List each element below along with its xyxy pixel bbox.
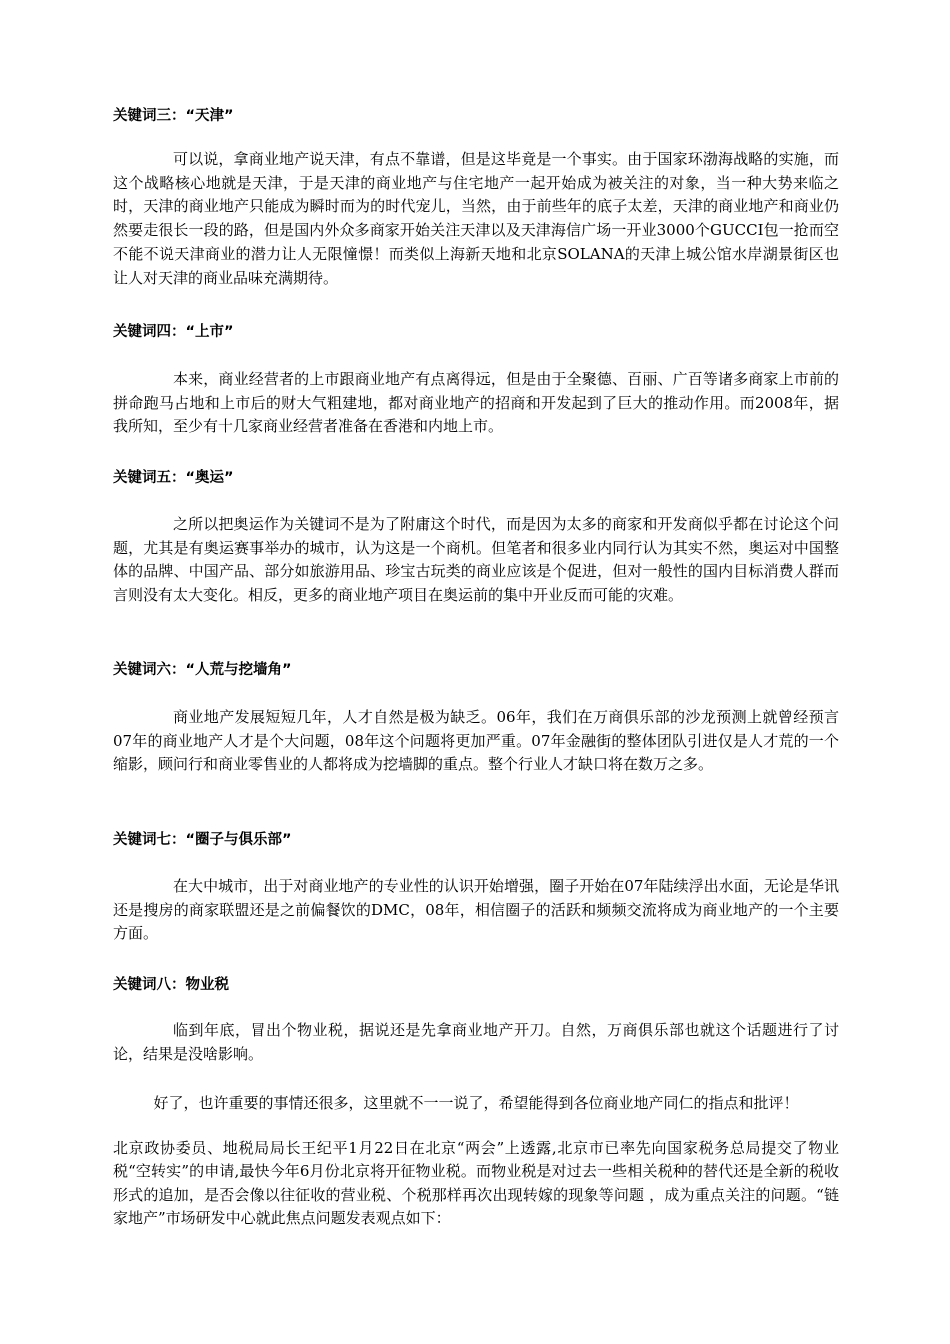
section-heading: 关键词四：“上市” <box>113 324 234 340</box>
section-heading: 关键词七：“圈子与俱乐部” <box>113 832 292 848</box>
section-heading: 关键词八：物业税 <box>113 977 229 993</box>
section-body: 在大中城市，出于对商业地产的专业性的认识开始增强，圈子开始在07年陆续浮出水面，无论是华讯还是搜房的商家联盟还是之前偏餐饮的DMC，08年，相信圈子的活跃和频频交流将成为商业地产的一个主要方面。 <box>113 877 839 943</box>
section-body: 可以说，拿商业地产说天津，有点不靠谱，但是这毕竟是一个事实。由于国家环渤海战略的实施，而这个战略核心地就是天津，于是天津的商业地产与住宅地产一起开始成为被关注的对象，当一种大势来临之时，天津的商业地产只能成为瞬时而为的时代宠儿，当然，由于前些年的底子太差，天津的商业地产和商业仍然要走很长一段的路，但是国内外众多商家开始关注天津以及天津海信广场一开业3000个GUCCI包一抢而空不能不说天津商业的潜力让人无限憧憬！而类似上海新天地和北京SOLANA的天津上城公馆水岸湖景街区也让人对天津的商业品味充满期待。 <box>113 150 839 287</box>
news-paragraph: 北京政协委员、地税局局长王纪平1月22日在北京“两会”上透露,北京市已率先向国家税务总局提交了物业税“空转实”的申请,最快今年6月份北京将开征物业税。而物业税是对过去一些相关税种的替代还是全新的税收形式的追加，是否会像以往征收的营业税、个税那样再次出现转嫁的现象等问题 ，成为重点关注的问题。“链家地产”市场研发中心就此焦点问题发表观点如下： <box>113 1139 839 1228</box>
section-body: 临到年底，冒出个物业税，据说还是先拿商业地产开刀。自然，万商俱乐部也就这个话题进行了讨论，结果是没啥影响。 <box>113 1021 839 1063</box>
section-heading: 关键词三：“天津” <box>113 108 234 124</box>
closing-remark: 好了，也许重要的事情还很多，这里就不一一说了，希望能得到各位商业地产同仁的指点和批评！ <box>153 1094 799 1112</box>
section-heading: 关键词六：“人荒与挖墙角” <box>113 662 292 678</box>
section-body: 之所以把奥运作为关键词不是为了附庸这个时代，而是因为太多的商家和开发商似乎都在讨论这个问题，尤其是有奥运赛事举办的城市，认为这是一个商机。但笔者和很多业内同行认为其实不然，奥运对中国整体的品牌、中国产品、部分如旅游用品、珍宝古玩类的商业应该是个促进，但对一般性的国内目标消费人群而言则没有太大变化。相反，更多的商业地产项目在奥运前的集中开业反而可能的灾难。 <box>113 515 839 605</box>
section-body: 本来，商业经营者的上市跟商业地产有点离得远，但是由于全聚德、百丽、广百等诸多商家上市前的拼命跑马占地和上市后的财大气粗建地，都对商业地产的招商和开发起到了巨大的推动作用。而2008年，据我所知，至少有十几家商业经营者准备在香港和内地上市。 <box>113 370 839 436</box>
section-heading: 关键词五：“奥运” <box>113 470 234 486</box>
section-body: 商业地产发展短短几年，人才自然是极为缺乏。06年，我们在万商俱乐部的沙龙预测上就曾经预言07年的商业地产人才是个大问题，08年这个问题将更加严重。07年金融街的整体团队引进仅是人才荒的一个缩影，顾问行和商业零售业的人都将成为挖墙脚的重点。整个行业人才缺口将在数万之多。 <box>113 708 839 774</box>
